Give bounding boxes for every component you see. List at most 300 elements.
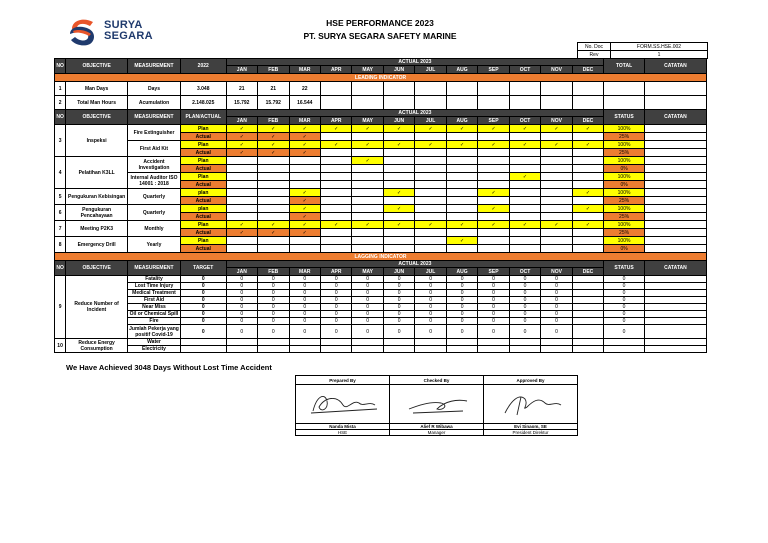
month-cell [572,149,604,157]
signature-role: Checked By [390,376,484,385]
check-mark: ✓ [320,125,351,133]
surya-segara-logo-icon [66,15,100,47]
month-header: AUG [446,117,477,125]
month-value: 0 [320,283,351,290]
month-cell [383,157,414,165]
row-objective: Pengukuran Pencahayaan [66,205,128,221]
doc-rev-label: Rev [578,51,611,59]
col-no: NO [55,59,66,74]
col-catatan: CATATAN [644,59,706,74]
month-value: 0 [352,276,383,283]
month-value: 0 [478,325,509,339]
month-cell [478,157,509,165]
month-header: DEC [572,268,604,276]
month-cell [258,189,289,197]
row-catatan [644,318,706,325]
month-value: 0 [509,276,540,283]
row-catatan [644,304,706,311]
check-mark: ✓ [541,221,572,229]
month-cell [320,213,351,221]
row-target: 0 [180,318,226,325]
month-cell [352,237,383,245]
check-mark: ✓ [289,125,320,133]
month-cell [226,189,257,197]
row-target: 0 [180,283,226,290]
month-cell [352,189,383,197]
col-catatan: CATATAN [644,110,706,125]
month-value: 15.792 [258,96,289,110]
row-catatan [644,82,706,96]
month-cell [415,149,446,157]
row-objective: Pengukuran Kebisingan [66,189,128,205]
month-value: 0 [509,304,540,311]
month-cell [320,165,351,173]
leading-indicator-band [55,74,707,82]
col-measurement: MEASUREMENT [128,110,181,125]
lagging-row [55,325,707,339]
status-value: 0% [604,245,645,253]
check-mark: ✓ [509,141,540,149]
month-value: 0 [289,311,320,318]
month-cell [541,157,572,165]
check-mark: ✓ [446,125,477,133]
month-value: 0 [258,304,289,311]
month-value: 0 [383,290,414,297]
month-value: 0 [478,304,509,311]
month-cell [383,237,414,245]
row-catatan [644,181,706,189]
month-value: 0 [352,290,383,297]
row-objective: Reduce Energy Consumption [66,339,128,353]
month-value: 0 [415,290,446,297]
row-measurement: Yearly [128,237,181,253]
month-value: 0 [541,290,572,297]
month-cell [320,173,351,181]
row-target: 0 [180,311,226,318]
status-value: 0 [604,290,645,297]
month-value: 0 [352,283,383,290]
status-value: 100% [604,205,645,213]
month-cell [226,181,257,189]
check-mark: ✓ [352,125,383,133]
month-value: 0 [383,325,414,339]
month-cell [258,245,289,253]
month-cell [541,197,572,205]
month-cell [478,229,509,237]
month-value [415,96,446,110]
check-mark: ✓ [226,133,257,141]
month-value [383,82,414,96]
month-value [572,276,604,283]
actual-label: Actual [180,181,226,189]
row-no: 1 [55,82,66,96]
month-value: 0 [415,318,446,325]
check-mark: ✓ [258,133,289,141]
month-cell [478,173,509,181]
summary-row [55,96,707,110]
month-cell [415,245,446,253]
month-value: 0 [415,311,446,318]
row-measurement: First Aid Kit [128,141,181,157]
row-catatan [644,229,706,237]
month-value: 0 [320,276,351,283]
month-value: 0 [446,297,477,304]
month-value: 0 [352,297,383,304]
check-mark: ✓ [289,205,320,213]
month-value: 0 [446,276,477,283]
month-value: 0 [541,318,572,325]
month-cell [320,205,351,213]
col-measurement: MEASUREMENT [128,261,181,276]
month-value: 0 [415,283,446,290]
month-value: 0 [478,290,509,297]
lagging-row [55,290,707,297]
month-value [446,82,477,96]
status-value: 0 [604,297,645,304]
month-cell [320,229,351,237]
col-actual-2023: ACTUAL 2023 [226,261,604,268]
month-value: 0 [226,325,257,339]
status-value: 0 [604,318,645,325]
row-measurement: Internal Auditor ISO 14001 : 2018 [128,173,181,189]
month-cell [478,197,509,205]
row-measurement: First Aid [128,297,181,304]
month-cell [289,173,320,181]
month-header: OCT [509,268,540,276]
month-cell [320,189,351,197]
month-cell [289,237,320,245]
month-cell [415,165,446,173]
month-value: 22 [289,82,320,96]
check-mark: ✓ [383,125,414,133]
status-value: 100% [604,157,645,165]
check-mark: ✓ [446,141,477,149]
month-cell [352,213,383,221]
row-target [180,339,226,346]
row-no: 7 [55,221,66,237]
status-value: 100% [604,237,645,245]
month-header: JUN [383,268,414,276]
row-measurement: Fire [128,318,181,325]
month-cell [572,173,604,181]
month-header: FEB [258,66,289,74]
month-cell [572,237,604,245]
document-info [577,42,708,59]
doc-no-label: No. Doc [578,43,611,51]
month-header: JUN [383,117,414,125]
lagging-row [55,297,707,304]
row-total [604,96,645,110]
month-value: 0 [289,283,320,290]
month-cell [383,245,414,253]
month-value: 0 [446,325,477,339]
month-value [572,318,604,325]
month-value: 0 [258,297,289,304]
actual-label: Actual [180,213,226,221]
check-mark: ✓ [383,189,414,197]
month-value: 0 [541,304,572,311]
status-value: 0 [604,283,645,290]
month-value: 0 [415,325,446,339]
month-value: 0 [352,311,383,318]
month-cell [478,181,509,189]
month-cell [446,189,477,197]
check-mark: ✓ [541,141,572,149]
leading-plan-row [55,205,707,213]
month-value [572,297,604,304]
check-mark: ✓ [226,141,257,149]
check-mark: ✓ [258,221,289,229]
row-no: 4 [55,157,66,189]
month-cell [415,173,446,181]
month-value: 0 [383,304,414,311]
month-cell [509,165,540,173]
month-header: FEB [258,268,289,276]
month-cell [226,205,257,213]
month-cell [289,181,320,189]
month-cell [446,229,477,237]
leading-header-row [55,110,707,117]
month-value: 0 [509,325,540,339]
row-catatan [644,297,706,304]
month-cell [446,157,477,165]
row-no: 5 [55,189,66,205]
month-value: 0 [509,297,540,304]
month-cell [509,197,540,205]
row-year-value: 3.048 [180,82,226,96]
signature-cell [296,385,390,424]
month-value [289,346,320,353]
month-header: MAR [289,268,320,276]
row-objective: Pelatihan K3LL [66,157,128,189]
row-objective: Man Days [66,82,128,96]
month-value [572,283,604,290]
check-mark: ✓ [320,221,351,229]
check-mark: ✓ [258,149,289,157]
row-catatan [644,283,706,290]
month-header: APR [320,117,351,125]
month-header: MAR [289,117,320,125]
check-mark: ✓ [541,125,572,133]
col-measurement: MEASUREMENT [128,59,181,74]
month-cell [258,165,289,173]
signatory-name: Evi Sinaom, SE [484,424,578,430]
month-cell [541,133,572,141]
month-value: 15.792 [226,96,257,110]
plan-label: Plan [180,173,226,181]
month-header: AUG [446,268,477,276]
month-cell [226,197,257,205]
month-header: FEB [258,117,289,125]
month-value: 0 [320,325,351,339]
doc-no-value: FORM.SS.HSE.002 [611,43,708,51]
month-cell [226,165,257,173]
month-value: 0 [383,283,414,290]
month-value: 0 [352,304,383,311]
month-header: JUL [415,66,446,74]
row-measurement: Fire Extinguisher [128,125,181,141]
month-value: 0 [226,311,257,318]
month-cell [446,165,477,173]
row-measurement: Fatality [128,276,181,283]
check-mark: ✓ [572,189,604,197]
check-mark: ✓ [289,213,320,221]
row-target: 0 [180,304,226,311]
row-objective: Meeting P2K3 [66,221,128,237]
check-mark: ✓ [383,141,414,149]
month-value [572,346,604,353]
month-header: JAN [226,117,257,125]
month-value: 0 [541,283,572,290]
month-value [226,339,257,346]
month-cell [509,213,540,221]
check-mark: ✓ [226,229,257,237]
month-value [541,346,572,353]
check-mark: ✓ [572,141,604,149]
month-value [352,96,383,110]
month-cell [446,133,477,141]
month-cell [478,245,509,253]
check-mark: ✓ [289,149,320,157]
month-cell [509,245,540,253]
row-measurement: Electricity [128,346,181,353]
row-no: 6 [55,205,66,221]
month-header: MAY [352,268,383,276]
plan-label: Plan [180,237,226,245]
summary-row [55,82,707,96]
month-cell [509,149,540,157]
month-cell [478,133,509,141]
row-catatan [644,339,706,346]
col-year: 2022 [180,59,226,74]
col-objective: OBJECTIVE [66,110,128,125]
row-measurement: Lost Time Injury [128,283,181,290]
handwritten-signature-icon [397,387,477,421]
row-total [604,82,645,96]
month-cell [478,149,509,157]
month-value: 0 [320,304,351,311]
month-cell [415,133,446,141]
status-value: 0% [604,181,645,189]
month-value [415,339,446,346]
month-value: 0 [226,283,257,290]
plan-label: Plan [180,141,226,149]
actual-label: Actual [180,229,226,237]
check-mark: ✓ [226,149,257,157]
month-value: 0 [320,318,351,325]
month-value [383,346,414,353]
month-cell [352,205,383,213]
month-cell [352,173,383,181]
month-value [320,346,351,353]
row-measurement: Water [128,339,181,346]
month-value: 0 [226,297,257,304]
plan-label: Plan [180,157,226,165]
month-cell [320,157,351,165]
month-header: NOV [541,117,572,125]
row-catatan [644,133,706,141]
leading-plan-row [55,237,707,245]
check-mark: ✓ [478,205,509,213]
month-cell [352,229,383,237]
row-measurement: Jumlah Pekerja yang positif Covid-19 [129,325,179,338]
lagging-indicator-band [55,253,707,261]
month-cell [352,197,383,205]
actual-label: Actual [180,197,226,205]
month-cell [446,197,477,205]
lagging-row [55,346,707,353]
month-value: 0 [383,297,414,304]
month-value: 0 [446,311,477,318]
month-value: 0 [352,318,383,325]
signature-cell [484,385,578,424]
leading-plan-row [55,141,707,149]
status-value: 0 [604,304,645,311]
month-cell [289,165,320,173]
check-mark: ✓ [289,141,320,149]
row-target: 0 [180,290,226,297]
month-value: 0 [226,304,257,311]
row-no: 10 [55,339,66,353]
check-mark: ✓ [509,221,540,229]
row-no: 8 [55,237,66,253]
month-cell [289,157,320,165]
row-objective: Inspeksi [66,125,128,157]
status-value: 100% [604,221,645,229]
month-value: 0 [415,304,446,311]
check-mark: ✓ [383,205,414,213]
check-mark: ✓ [352,221,383,229]
col-objective: OBJECTIVE [66,59,128,74]
row-catatan [644,290,706,297]
month-value [541,82,572,96]
month-cell [572,165,604,173]
month-header: APR [320,268,351,276]
month-value: 0 [415,276,446,283]
lagging-indicator-label: LAGGING INDICATOR [55,253,707,261]
month-cell [541,205,572,213]
row-year-value: 2.148.025 [180,96,226,110]
status-value: 0 [604,325,645,339]
plan-label: plan [180,189,226,197]
month-cell [383,181,414,189]
month-header: JAN [226,268,257,276]
month-cell [352,149,383,157]
col-no: NO [55,261,66,276]
month-value [478,82,509,96]
month-value: 0 [509,290,540,297]
check-mark: ✓ [258,125,289,133]
month-value: 0 [415,297,446,304]
col-objective: OBJECTIVE [66,261,128,276]
month-cell [415,197,446,205]
check-mark: ✓ [572,221,604,229]
row-measurement: Medical Treatment [128,290,181,297]
month-cell [446,213,477,221]
month-value: 0 [541,325,572,339]
signatory-title: Manager [390,430,484,436]
check-mark: ✓ [289,133,320,141]
check-mark: ✓ [446,237,477,245]
month-value: 0 [446,283,477,290]
month-header: DEC [572,66,604,74]
leading-indicator-label: LEADING INDICATOR [55,74,707,82]
col-status: STATUS [604,261,645,276]
col-actual-2023: ACTUAL 2023 [226,59,604,66]
month-value: 0 [226,276,257,283]
actual-label: Actual [180,165,226,173]
month-cell [415,189,446,197]
